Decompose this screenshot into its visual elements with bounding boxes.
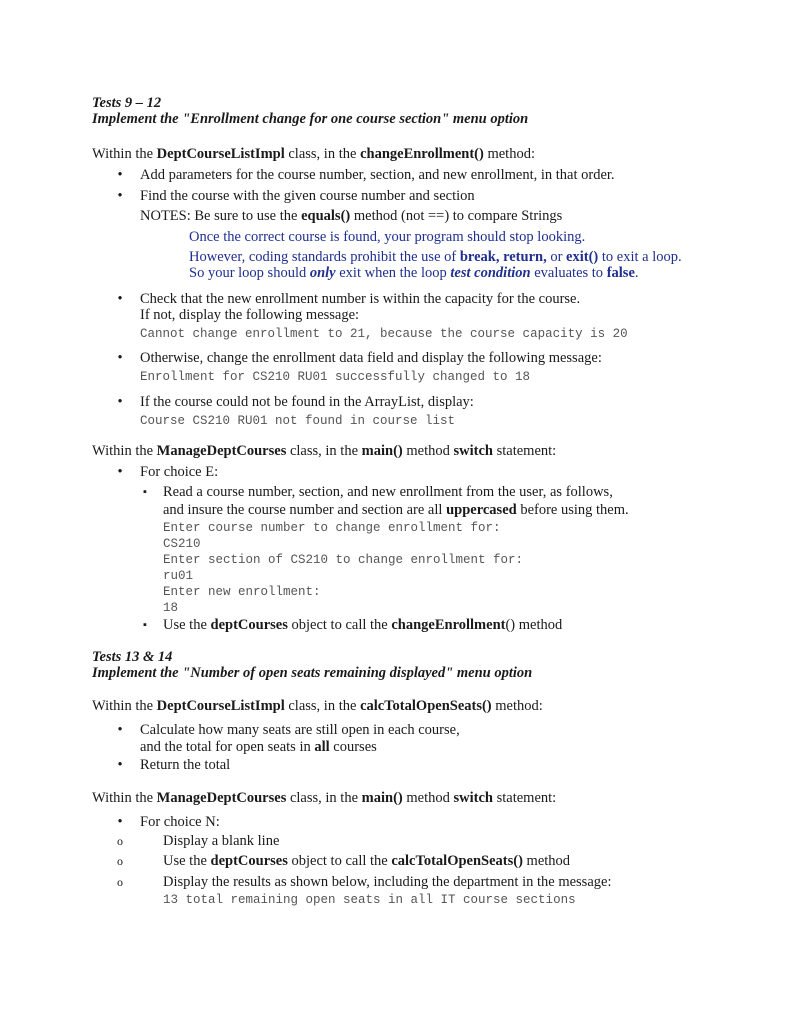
section1-main-intro: Within the ManageDeptCourses class, in the main() method switch statement: <box>92 443 557 459</box>
enrollment-change-heading: Implement the "Enrollment change for one course section" menu option <box>92 111 529 127</box>
use-deptcourses-calc: Use the deptCourses object to call the calcTotalOpenSeats() method <box>163 853 571 869</box>
bullet-not-found: If the course could not be found in the ArrayList, display: <box>140 394 474 410</box>
bullet-icon: • <box>117 464 123 480</box>
bullet-calculate-seats: Calculate how many seats are still open in each course, <box>140 722 460 738</box>
read-input-line1: Read a course number, section, and new enrollment from the user, as follows, <box>163 484 613 500</box>
code-line: 18 <box>163 601 179 615</box>
bullet-icon: • <box>117 291 123 307</box>
section2-main-intro: Within the ManageDeptCourses class, in the main() method switch statement: <box>92 790 557 806</box>
code-line: ru01 <box>163 569 194 583</box>
circle-bullet-icon: o <box>117 834 123 848</box>
bullet-icon: • <box>117 757 123 773</box>
bullet-icon: • <box>117 167 123 183</box>
circle-bullet-icon: o <box>117 854 123 868</box>
tests-13-14-heading: Tests 13 & 14 <box>92 649 173 665</box>
not-found-code: Course CS210 RU01 not found in course list <box>140 414 456 428</box>
blue-note-3: So your loop should only exit when the loop test condition evaluates to false. <box>189 265 639 281</box>
choice-n: For choice N: <box>140 814 220 830</box>
code-line: Enter course number to change enrollment for: <box>163 521 501 535</box>
choice-e: For choice E: <box>140 464 219 480</box>
bullet-find-course: Find the course with the given course number and section <box>140 188 475 204</box>
section2-intro: Within the DeptCourseListImpl class, in the calcTotalOpenSeats() method: <box>92 698 543 714</box>
open-seats-heading: Implement the "Number of open seats remaining displayed" menu option <box>92 665 533 681</box>
bullet-add-parameters: Add parameters for the course number, section, and new enrollment, in that order. <box>140 167 615 183</box>
code-line: Enter section of CS210 to change enrollment for: <box>163 553 524 567</box>
capacity-message-label: If not, display the following message: <box>140 307 360 323</box>
open-seats-code: 13 total remaining open seats in all IT course sections <box>163 893 576 907</box>
success-message-code: Enrollment for CS210 RU01 successfully changed to 18 <box>140 370 531 384</box>
bullet-icon: • <box>117 722 123 738</box>
code-line: CS210 <box>163 537 201 551</box>
blue-note-1: Once the correct course is found, your program should stop looking. <box>189 229 586 245</box>
bullet-otherwise: Otherwise, change the enrollment data field and display the following message: <box>140 350 602 366</box>
code-line: Enter new enrollment: <box>163 585 321 599</box>
blue-note-2: However, coding standards prohibit the use of break, return, or exit() to exit a loop. <box>189 249 682 265</box>
capacity-error-code: Cannot change enrollment to 21, because the course capacity is 20 <box>140 327 628 341</box>
square-bullet-icon: ▪ <box>143 619 147 631</box>
bullet-check-capacity: Check that the new enrollment number is within the capacity for the course. <box>140 291 581 307</box>
bullet-return-total: Return the total <box>140 757 231 773</box>
bullet-icon: • <box>117 188 123 204</box>
bullet-icon: • <box>117 350 123 366</box>
read-input-line2: and insure the course number and section are all uppercased before using them. <box>163 502 629 518</box>
tests-9-12-heading: Tests 9 – 12 <box>92 95 162 111</box>
bullet-icon: • <box>117 814 123 830</box>
notes-line: NOTES: Be sure to use the equals() method (not ==) to compare Strings <box>140 208 563 224</box>
display-results: Display the results as shown below, including the department in the message: <box>163 874 612 890</box>
bullet-icon: • <box>117 394 123 410</box>
use-deptcourses-change: Use the deptCourses object to call the changeEnrollment() method <box>163 617 563 633</box>
section1-intro: Within the DeptCourseListImpl class, in the changeEnrollment() method: <box>92 146 535 162</box>
display-blank-line: Display a blank line <box>163 833 280 849</box>
circle-bullet-icon: o <box>117 875 123 889</box>
bullet-calculate-seats-line2: and the total for open seats in all courses <box>140 739 377 755</box>
square-bullet-icon: ▪ <box>143 486 147 498</box>
